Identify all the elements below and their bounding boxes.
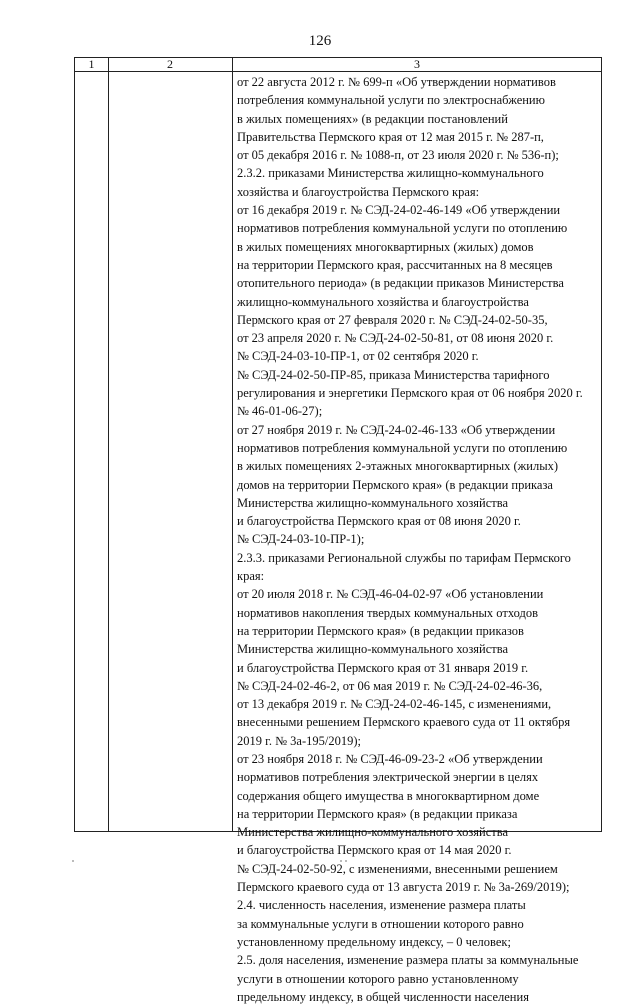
table-header-row xyxy=(75,58,601,72)
text-line: отопительного периода» (в редакции приказов Министерства xyxy=(237,276,564,291)
text-line: от 27 ноября 2019 г. № СЭД-24-02-46-133 «Об утверждении xyxy=(237,422,556,437)
column-divider-2 xyxy=(232,58,233,831)
text-line: содержания общего имущества в многоквартирном доме xyxy=(237,788,540,803)
text-line: 2.4. численность населения, изменение размера платы xyxy=(237,898,526,913)
text-line: от 16 декабря 2019 г. № СЭД-24-02-46-149 «Об утверждении xyxy=(237,203,561,218)
text-line: от 22 августа 2012 г. № 699-п «Об утверждении нормативов xyxy=(237,75,556,89)
text-line: от 05 декабря 2016 г. № 1088-п, от 23 июля 2020 г. № 536-п); xyxy=(237,148,559,163)
text-line: домов на территории Пермского края» (в редакции приказа xyxy=(237,477,553,492)
text-line: 2.5. доля населения, изменение размера платы за коммунальные xyxy=(237,953,579,968)
text-line: нормативов потребления электрической энергии в целях xyxy=(237,770,539,785)
text-line: 2.3.3. приказами Региональной службы по тарифам Пермского xyxy=(237,550,571,565)
text-line: от 20 июля 2018 г. № СЭД-46-04-02-97 «Об установлении xyxy=(237,587,544,602)
text-line: в жилых помещениях» (в редакции постановлений xyxy=(237,111,508,126)
text-line: в жилых помещениях 2-этажных многоквартирных (жилых) xyxy=(237,459,559,474)
text-line: потребления коммунальной услуги по электроснабжению xyxy=(237,93,545,108)
text-line: № СЭД-24-03-10-ПР-1, от 02 сентября 2020 г. xyxy=(237,349,479,364)
text-line: предельному индексу, в общей численности населения xyxy=(237,989,529,1004)
text-line: хозяйства и благоустройства Пермского края: xyxy=(237,184,480,199)
text-line: № СЭД-24-02-46-2, от 06 мая 2019 г. № СЭД-24-02-46-36, xyxy=(237,678,543,693)
text-line: и благоустройства Пермского края от 08 июня 2020 г. xyxy=(237,514,521,529)
text-line: № СЭД-24-02-50-ПР-85, приказа Министерства тарифного xyxy=(237,367,550,382)
text-line: нормативов накопления твердых коммунальных отходов xyxy=(237,605,539,620)
text-line: № СЭД-24-02-50-92, с изменениями, внесенными решением xyxy=(237,861,558,876)
text-line: края: xyxy=(237,569,265,584)
text-line: на территории Пермского края» (в редакции приказов xyxy=(237,623,524,638)
text-line: Правительства Пермского края от 12 мая 2015 г. № 287-п, xyxy=(237,129,544,144)
text-line: Министерства жилищно-коммунального хозяйства xyxy=(237,825,509,840)
text-line: нормативов потребления коммунальной услуги по отоплению xyxy=(237,440,568,455)
document-table xyxy=(74,57,602,1004)
text-line: на территории Пермского края, рассчитанных на 8 месяцев xyxy=(237,257,553,272)
text-line: Пермского края от 27 февраля 2020 г. № СЭД-24-02-50-35, xyxy=(237,312,548,327)
page-number: 126 xyxy=(308,33,332,49)
column-header-1: 1 xyxy=(88,57,95,71)
text-line: от 13 декабря 2019 г. № СЭД-24-02-46-145, с изменениями, xyxy=(237,697,552,712)
text-line: в жилых помещениях многоквартирных (жилых) домов xyxy=(237,239,534,254)
text-line: регулирования и энергетики Пермского края от 06 ноября 2020 г. xyxy=(237,386,583,401)
text-line: за коммунальные услуги в отношении которого равно xyxy=(237,916,524,931)
text-line: внесенными решением Пермского краевого суда от 11 октября xyxy=(237,715,571,730)
text-line: Министерства жилищно-коммунального хозяйства xyxy=(237,642,509,657)
text-line: 2.3.2. приказами Министерства жилищно-коммунального xyxy=(237,166,544,181)
text-line: от 23 апреля 2020 г. № СЭД-24-02-50-81, от 08 июня 2020 г. xyxy=(237,331,554,346)
column-header-3: 3 xyxy=(414,57,420,71)
text-line: 2019 г. № 3а-195/2019); xyxy=(237,733,361,748)
text-line: от 23 ноября 2018 г. № СЭД-46-09-23-2 «Об утверждении xyxy=(237,751,543,766)
text-line: нормативов потребления коммунальной услуги по отоплению xyxy=(237,221,568,236)
text-line: № 46-01-06-27); xyxy=(237,404,323,419)
text-line: и благоустройства Пермского края от 14 мая 2020 г. xyxy=(237,843,512,858)
text-line: Министерства жилищно-коммунального хозяйства xyxy=(237,495,509,510)
column-divider-1 xyxy=(108,58,109,831)
text-line: и благоустройства Пермского края от 31 января 2019 г. xyxy=(237,660,529,675)
text-line: Пермского краевого суда от 13 августа 2019 г. № 3а-269/2019); xyxy=(237,880,570,895)
column-header-2: 2 xyxy=(167,57,173,71)
text-line: на территории Пермского края» (в редакции приказа xyxy=(237,806,518,821)
text-line: № СЭД-24-03-10-ПР-1); xyxy=(237,532,365,547)
text-line: услуги в отношении которого равно установленному xyxy=(237,971,519,986)
scan-artifacts xyxy=(0,852,640,872)
text-line: установленному предельному индексу, – 0 человек; xyxy=(237,934,511,949)
text-line: жилищно-коммунального хозяйства и благоустройства xyxy=(237,294,529,309)
